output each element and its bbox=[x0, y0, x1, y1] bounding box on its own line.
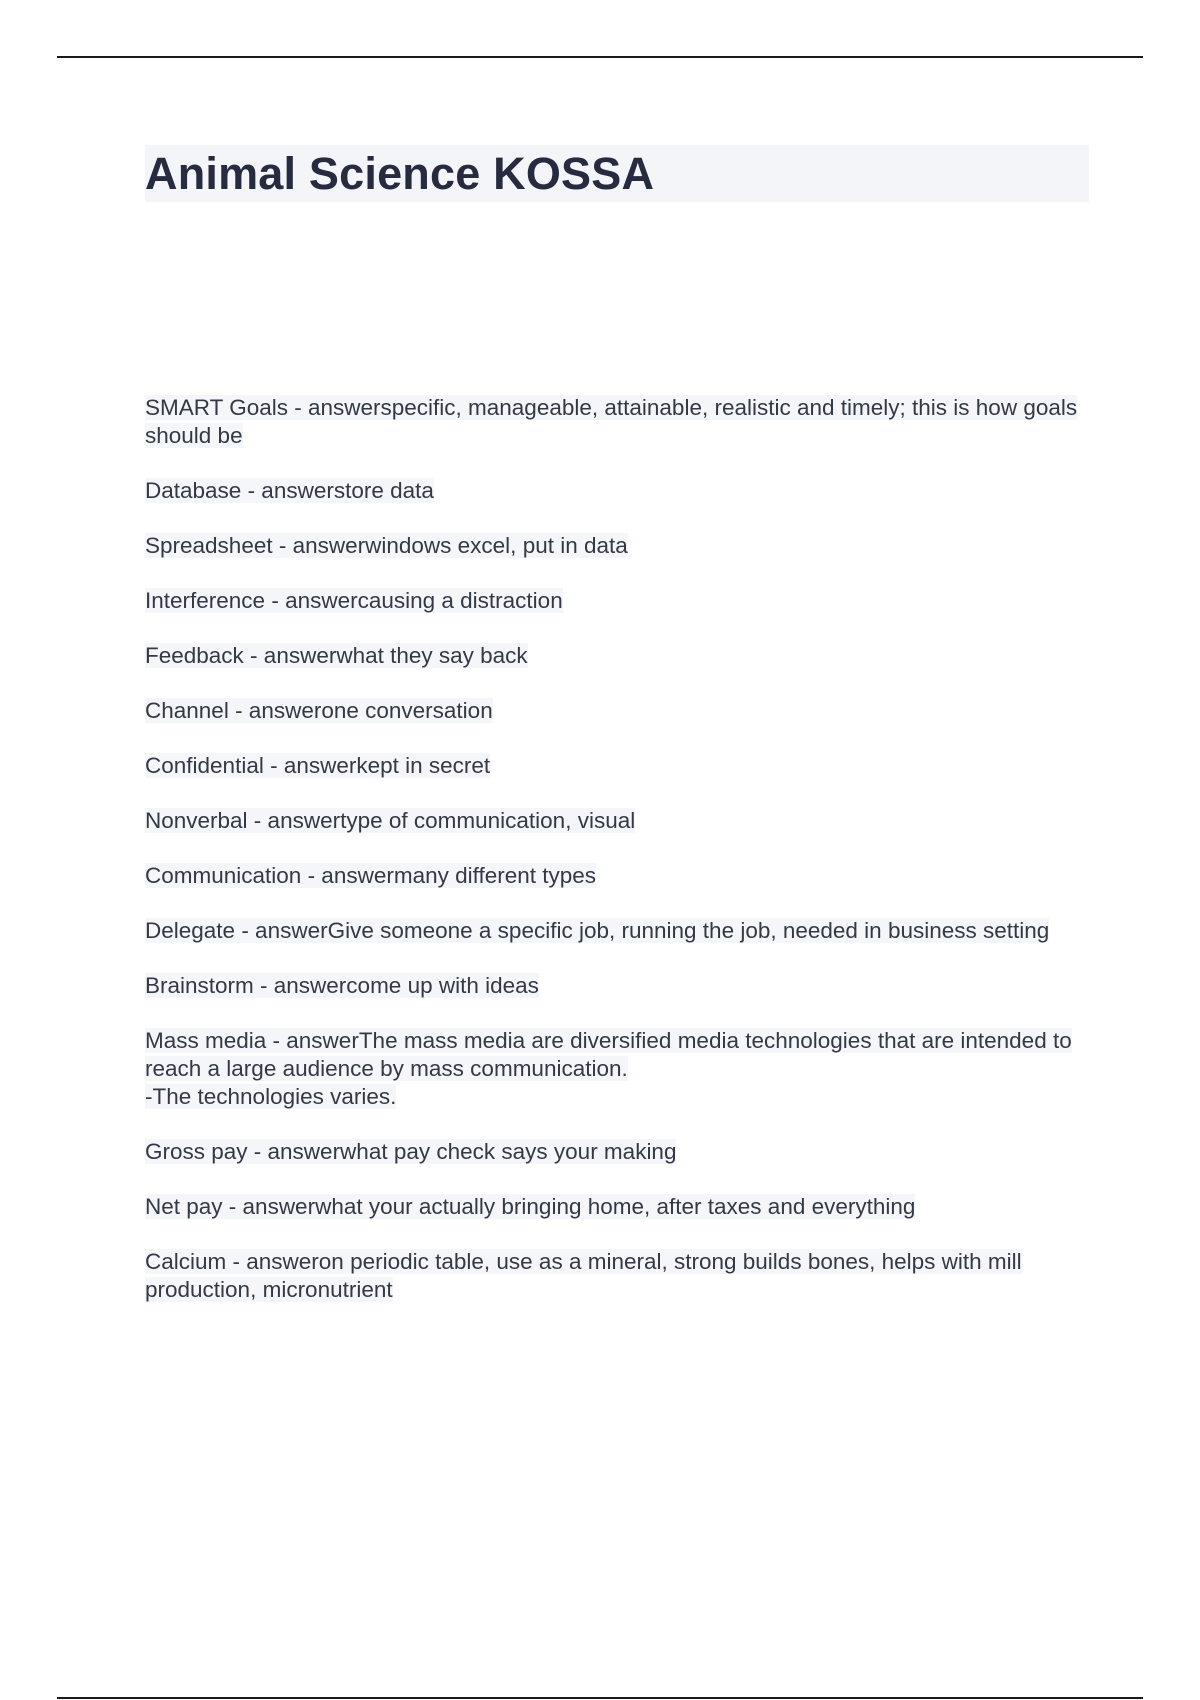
entry-text: Confidential - answerkept in secret bbox=[145, 753, 491, 778]
bottom-rule bbox=[57, 1697, 1143, 1699]
entry-text: Spreadsheet - answerwindows excel, put in data bbox=[145, 533, 628, 558]
entry-text: Brainstorm - answercome up with ideas bbox=[145, 973, 539, 998]
list-item bbox=[145, 394, 1095, 450]
entry-text: Communication - answermany different types bbox=[145, 863, 597, 888]
list-item bbox=[145, 862, 1095, 890]
entry-text: SMART Goals - answerspecific, manageable, attainable, realistic and timely; this is how goals should be bbox=[145, 395, 1078, 448]
top-rule bbox=[57, 56, 1143, 58]
list-item bbox=[145, 642, 1095, 670]
entry-text: Database - answerstore data bbox=[145, 478, 434, 503]
entry-text: Net pay - answerwhat your actually bringing home, after taxes and everything bbox=[145, 1194, 916, 1219]
list-item bbox=[145, 1248, 1095, 1304]
entry-text: Delegate - answerGive someone a specific job, running the job, needed in business setting bbox=[145, 918, 1050, 943]
list-item bbox=[145, 532, 1095, 560]
document-title: Animal Science KOSSA bbox=[145, 148, 655, 199]
entry-text: Nonverbal - answertype of communication, visual bbox=[145, 808, 636, 833]
list-item bbox=[145, 752, 1095, 780]
list-item bbox=[145, 807, 1095, 835]
entry-text: Channel - answerone conversation bbox=[145, 698, 493, 723]
entry-text: Gross pay - answerwhat pay check says your making bbox=[145, 1139, 677, 1164]
entry-text: Feedback - answerwhat they say back bbox=[145, 643, 528, 668]
list-item bbox=[145, 1027, 1095, 1111]
list-item bbox=[145, 972, 1095, 1000]
list-item bbox=[145, 1193, 1095, 1221]
entry-text: Calcium - answeron periodic table, use as a mineral, strong builds bones, helps with mill production, micronutrient bbox=[145, 1249, 1022, 1302]
list-item bbox=[145, 917, 1095, 945]
entry-text: Interference - answercausing a distraction bbox=[145, 588, 563, 613]
flashcard-list bbox=[145, 394, 1095, 1331]
list-item bbox=[145, 697, 1095, 725]
list-item bbox=[145, 587, 1095, 615]
list-item bbox=[145, 1138, 1095, 1166]
list-item bbox=[145, 477, 1095, 505]
entry-text: Mass media - answerThe mass media are diversified media technologies that are intended to reach a large audience by mass communication. -The technologies varies. bbox=[145, 1028, 1072, 1109]
